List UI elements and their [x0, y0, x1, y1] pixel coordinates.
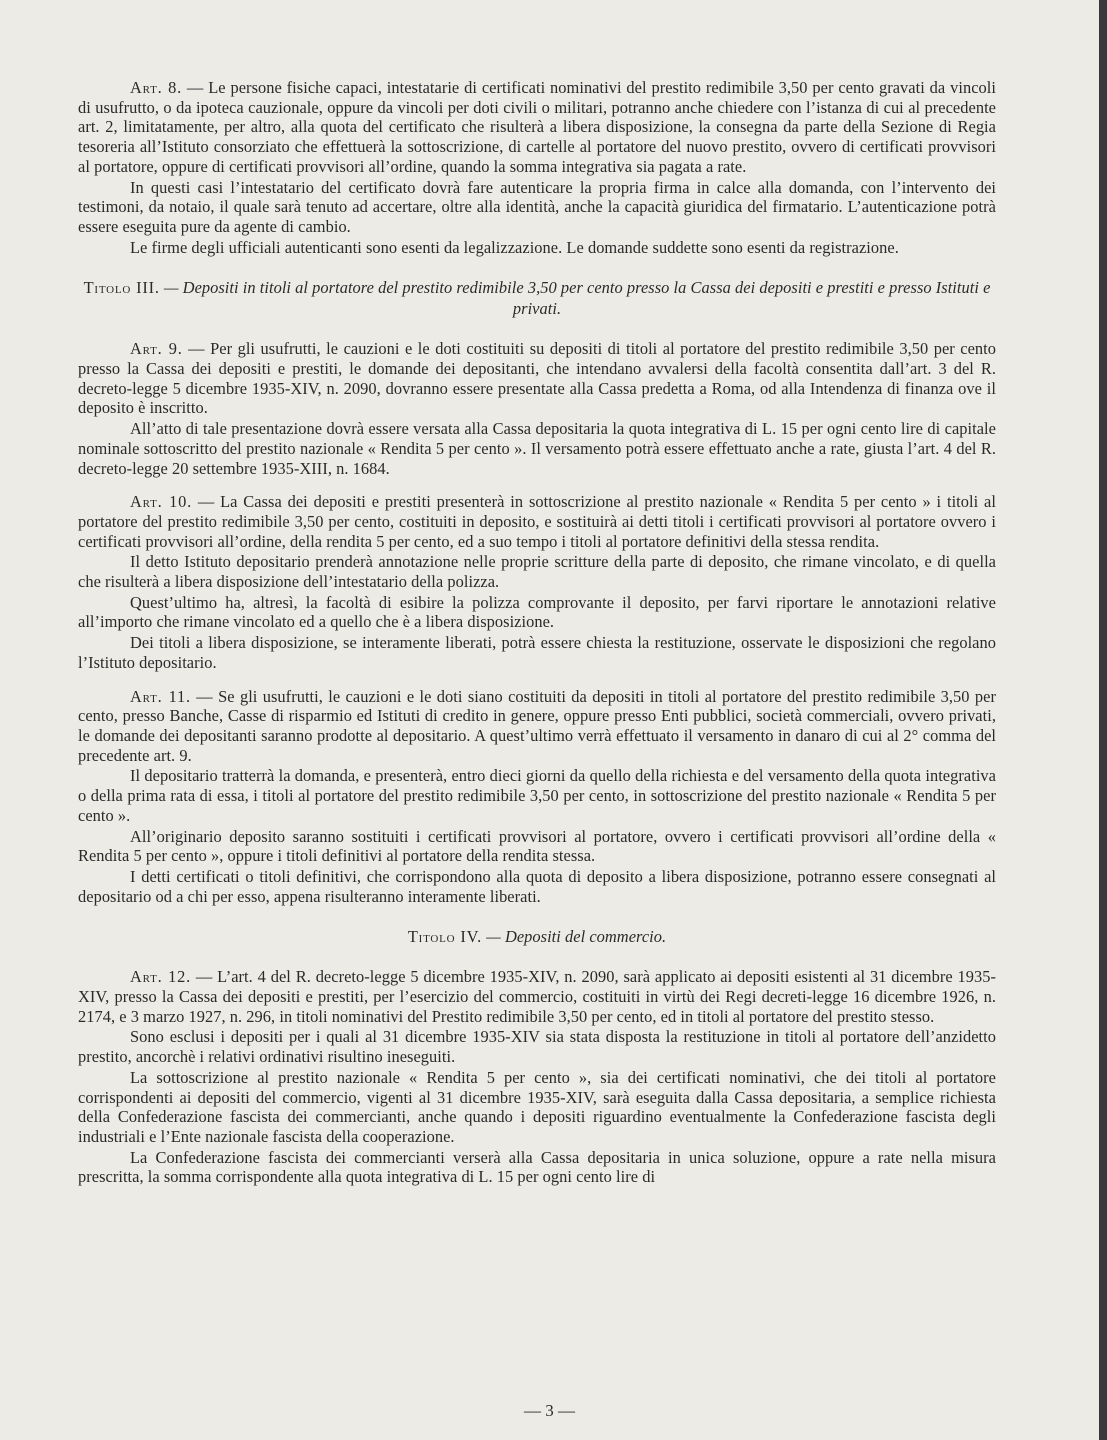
- section-title: — Depositi del commercio.: [486, 927, 667, 947]
- art12-paragraph-1: [78, 967, 996, 1026]
- article-label: Art. 9.: [130, 339, 183, 359]
- art10-paragraph-2: Il detto Istituto depositario prenderà annotazione nelle proprie scritture della parte di deposito, che rimane vincolato, e di quella che risulterà a libera disposizione dell’intestatario della polizza.: [78, 552, 996, 592]
- section-heading-titolo-3: [78, 277, 996, 319]
- art8-paragraph-2: In questi casi l’intestatario del certificato dovrà fare autenticare la propria firma in calce alla domanda, con l’intervento dei testimoni, da notaio, il quale sarà tenuto ad accertare, oltre alla identità, anche la capacità giuridica del firmatario. L’autenticazione potrà essere eseguita pure da agente di cambio.: [78, 177, 996, 236]
- section-heading-titolo-4: [78, 926, 996, 947]
- spacer: [78, 673, 996, 687]
- spacer: [78, 947, 996, 967]
- scan-edge-right: [1099, 0, 1107, 1440]
- section-label: Titolo III.: [83, 278, 160, 298]
- page-number: — 3 —: [524, 1401, 575, 1420]
- spacer: [78, 257, 996, 277]
- art12-paragraph-4: La Confederazione fascista dei commercianti verserà alla Cassa depositaria in unica soluzione, oppure a rate nella misura prescritta, la somma corrispondente alla quota integrativa di L. 15 per ogni cento lire di: [78, 1147, 996, 1187]
- article-label: Art. 11.: [130, 686, 191, 706]
- section-label: Titolo IV.: [407, 927, 483, 947]
- spacer: [78, 478, 996, 492]
- section-title: — Depositi in titoli al portatore del prestito redimibile 3,50 per cento presso la Cassa dei depositi e prestiti e presso Istituti e privati.: [163, 278, 991, 319]
- art11-paragraph-2: Il depositario tratterrà la domanda, e presenterà, entro dieci giorni da quello della richiesta e del versamento della quota integrativa o della prima rata di essa, i titoli al portatore del prestito redimibile 3,50 per cento, in sottoscrizione del prestito nazionale « Rendita 5 per cento ».: [78, 766, 996, 825]
- art10-paragraph-1: [78, 492, 996, 551]
- article-text: — Le persone fisiche capaci, intestatarie di certificati nominativi del prestito redimibile 3,50 per cento gravati da vincoli di usufrutto, o da ipoteca cauzionale, oppure da vincoli per doti civili o militari, potranno anche chiedere con l’istanza di cui al precedente art. 2, limitatamente, per altro, alla quota del certificato che risulterà a libera disposizione, la consegna da parte della Sezione di Regia tesoreria all’Istituto consorziato che effettuerà la sottoscrizione, di cartelle al portatore del nuovo prestito, ovvero di certificati provvisori al portatore, oppure di certificati provvisori all’ordine, quando la somma integrativa sia pagata a rate.: [78, 78, 996, 176]
- article-label: Art. 8.: [130, 78, 183, 97]
- art9-paragraph-1: [78, 339, 996, 418]
- art11-paragraph-1: [78, 687, 996, 766]
- art12-paragraph-3: La sottoscrizione al prestito nazionale « Rendita 5 per cento », sia dei certificati nominativi, che dei titoli al portatore corrispondenti ai depositi del commercio, vigenti al 31 dicembre 1935-XIV, sarà eseguita dalla Cassa depositaria, a semplice richiesta della Confederazione fascista dei commercianti, anche quando i depositi riguardino eventualmente la Confederazione fascista degli industriali e l’Ente nazionale fascista della cooperazione.: [78, 1067, 996, 1146]
- article-text: — La Cassa dei depositi e prestiti presenterà in sottoscrizione al prestito nazionale « Rendita 5 per cento » i titoli al portatore del prestito redimibile 3,50 per cento, costituiti in deposito, e sostituirà ai detti titoli i certificati provvisori al portatore ovvero i certificati provvisori all’ordine, della rendita 5 per cento, ed a suo tempo i titoli al portatore definitivi della stessa rendita.: [78, 492, 996, 551]
- page-body: [78, 78, 996, 1187]
- spacer: [78, 906, 996, 926]
- art8-paragraph-3: Le firme degli ufficiali autenticanti sono esenti da legalizzazione. Le domande suddette sono esenti da registrazione.: [130, 237, 899, 257]
- art9-paragraph-2: All’atto di tale presentazione dovrà essere versata alla Cassa depositaria la quota integrativa di L. 15 per ogni cento lire di capitale nominale sottoscritto del prestito nazionale « Rendita 5 per cento ». Il versamento potrà essere effettuato anche a rate, giusta l’art. 4 del R. decreto-legge 20 settembre 1935-XIII, n. 1684.: [78, 419, 996, 478]
- art10-paragraph-4: Dei titoli a libera disposizione, se interamente liberati, potrà essere chiesta la restituzione, osservate le disposizioni che regolano l’Istituto depositario.: [78, 633, 996, 672]
- art8-paragraph-1: [78, 78, 996, 177]
- article-label: Art. 12.: [130, 967, 192, 987]
- article-text: — Se gli usufrutti, le cauzioni e le doti siano costituiti da depositi in titoli al portatore del prestito redimibile 3,50 per cento, presso Banche, Casse di risparmio ed Istituti di credito in genere, oppure presso Enti pubblici, società commerciali, ovvero privati, le domande dei depositanti saranno prodotte al depositario. A quest’ultimo verrà effettuato il versamento in danaro di cui al 2° comma del precedente art. 9.: [78, 686, 996, 765]
- art11-paragraph-3: All’originario deposito saranno sostituiti i certificati provvisori al portatore, ovvero i certificati provvisori all’ordine della « Rendita 5 per cento », oppure i titoli definitivi al portatore della rendita stessa.: [78, 826, 996, 866]
- art10-paragraph-3: Quest’ultimo ha, altresì, la facoltà di esibire la polizza comprovante il deposito, per farvi riportare le annotazioni relative all’importo che rimane vincolato ed a quello che è a libera disposizione.: [78, 592, 996, 632]
- art12-paragraph-2: Sono esclusi i depositi per i quali al 31 dicembre 1935-XIV sia stata disposta la restituzione in titoli al portatore dell’anzidetto prestito, ancorchè i relativi ordinativi risultino ineseguiti.: [78, 1027, 996, 1067]
- article-text: — L’art. 4 del R. decreto-legge 5 dicembre 1935-XIV, n. 2090, sarà applicato ai depositi esistenti al 31 dicembre 1935-XIV, presso la Cassa dei depositi e prestiti, per l’esercizio del commercio, costituiti in virtù dei Regi decreti-legge 16 dicembre 1926, n. 2174, e 3 marzo 1927, n. 296, in titoli nominativi del Prestito redimibile 3,50 per cento, ed in titoli al portatore del prestito stesso.: [78, 967, 996, 1026]
- article-text: — Per gli usufrutti, le cauzioni e le doti costituiti su depositi di titoli al portatore del prestito redimibile 3,50 per cento presso la Cassa dei depositi e prestiti, le domande dei depositanti, che intendano avvalersi della facoltà consentita dall’art. 3 del R. decreto-legge 5 dicembre 1935-XIV, n. 2090, dovranno essere presentate alla Cassa predetta a Roma, od alla Intendenza di finanza ove il deposito è inscritto.: [78, 339, 997, 418]
- spacer: [78, 319, 996, 339]
- article-label: Art. 10.: [130, 492, 192, 512]
- art11-paragraph-4: I detti certificati o titoli definitivi, che corrispondono alla quota di deposito a libera disposizione, potranno essere consegnati al depositario od a chi per esso, appena risulteranno interamente liberati.: [78, 866, 996, 906]
